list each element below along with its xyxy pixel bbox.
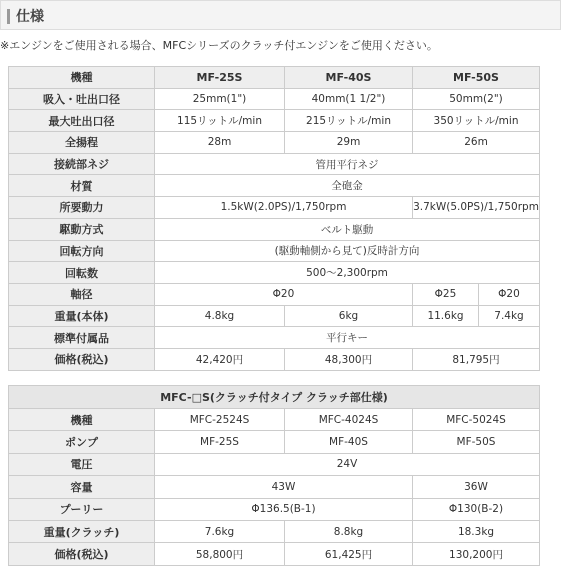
value-cell: 350リットル/min <box>413 110 540 132</box>
value-cell: 平行キー <box>155 327 540 349</box>
row-header: 機種 <box>9 67 155 89</box>
value-cell: 18.3kg <box>413 520 540 542</box>
table-row <box>9 431 540 453</box>
value-cell: 500～2,300rpm <box>155 262 540 284</box>
value-cell: 43W <box>155 476 413 498</box>
row-header: 最大吐出口径 <box>9 110 155 132</box>
value-cell: 115リットル/min <box>155 110 285 132</box>
row-header: プーリー <box>9 498 155 520</box>
value-cell: 7.4kg <box>479 305 540 327</box>
value-cell: 40mm(1 1/2") <box>285 88 413 110</box>
row-header: 全揚程 <box>9 132 155 154</box>
table-row <box>9 327 540 349</box>
value-cell: 25mm(1") <box>155 88 285 110</box>
table-row <box>9 409 540 431</box>
value-cell: Φ130(B-2) <box>413 498 540 520</box>
value-cell: MF-25S <box>155 431 285 453</box>
value-cell: 4.8kg <box>155 305 285 327</box>
value-cell: 24V <box>155 453 540 475</box>
row-header: 価格(税込) <box>9 348 155 370</box>
value-cell: 215リットル/min <box>285 110 413 132</box>
table-row <box>9 520 540 542</box>
value-cell: Φ20 <box>155 283 413 305</box>
table-row <box>9 132 540 154</box>
table-row <box>9 543 540 565</box>
row-header: 材質 <box>9 175 155 197</box>
row-header: 重量(クラッチ) <box>9 520 155 542</box>
value-cell: 28m <box>155 132 285 154</box>
value-cell: Φ20 <box>479 283 540 305</box>
model-cell: MF-50S <box>413 67 540 89</box>
section-title: 仕様 <box>16 9 44 25</box>
value-cell: 130,200円 <box>413 543 540 565</box>
table-row <box>9 476 540 498</box>
row-header: 電圧 <box>9 453 155 475</box>
value-cell: 26m <box>413 132 540 154</box>
row-header: 接続部ネジ <box>9 153 155 175</box>
value-cell: 58,800円 <box>155 543 285 565</box>
value-cell: MF-40S <box>285 431 413 453</box>
value-cell: 11.6kg <box>413 305 479 327</box>
value-cell: ベルト駆動 <box>155 218 540 240</box>
row-header: 軸径 <box>9 283 155 305</box>
value-cell: 48,300円 <box>285 348 413 370</box>
table-row <box>9 110 540 132</box>
table-row <box>9 262 540 284</box>
value-cell: 50mm(2") <box>413 88 540 110</box>
value-cell: 6kg <box>285 305 413 327</box>
spec-table <box>8 66 540 371</box>
row-header: 吸入・吐出口径 <box>9 88 155 110</box>
row-header: ポンプ <box>9 431 155 453</box>
table-row <box>9 348 540 370</box>
model-cell: MF-25S <box>155 67 285 89</box>
row-header: 容量 <box>9 476 155 498</box>
value-cell: 36W <box>413 476 540 498</box>
value-cell: 3.7kW(5.0PS)/1,750rpm <box>413 197 540 219</box>
clutch-spec-table <box>8 385 540 566</box>
value-cell: MFC-5024S <box>413 409 540 431</box>
value-cell: MFC-4024S <box>285 409 413 431</box>
value-cell: 7.6kg <box>155 520 285 542</box>
table-row <box>9 453 540 475</box>
table-row <box>9 283 540 305</box>
value-cell: Φ25 <box>413 283 479 305</box>
value-cell: 1.5kW(2.0PS)/1,750rpm <box>155 197 413 219</box>
row-header: 機種 <box>9 409 155 431</box>
clutch-table-caption: MFC-□S(クラッチ付タイプ クラッチ部仕様) <box>9 386 540 409</box>
row-header: 標準付属品 <box>9 327 155 349</box>
row-header: 価格(税込) <box>9 543 155 565</box>
table-row <box>9 218 540 240</box>
table-row <box>9 305 540 327</box>
value-cell: 管用平行ネジ <box>155 153 540 175</box>
usage-note: ※エンジンをご使用される場合、MFCシリーズのクラッチ付エンジンをご使用ください。 <box>0 39 438 52</box>
header-accent-bar <box>7 9 10 24</box>
table-row <box>9 498 540 520</box>
value-cell: 8.8kg <box>285 520 413 542</box>
section-header <box>0 0 561 30</box>
value-cell: MFC-2524S <box>155 409 285 431</box>
value-cell: Φ136.5(B-1) <box>155 498 413 520</box>
table-row <box>9 386 540 409</box>
table-row <box>9 197 540 219</box>
row-header: 回転数 <box>9 262 155 284</box>
table-row <box>9 175 540 197</box>
value-cell: 61,425円 <box>285 543 413 565</box>
value-cell: (駆動軸側から見て)反時計方向 <box>155 240 540 262</box>
value-cell: 全砲金 <box>155 175 540 197</box>
model-cell: MF-40S <box>285 67 413 89</box>
value-cell: 81,795円 <box>413 348 540 370</box>
table-row <box>9 88 540 110</box>
row-header: 所要動力 <box>9 197 155 219</box>
table-row <box>9 240 540 262</box>
value-cell: 29m <box>285 132 413 154</box>
table-row <box>9 67 540 89</box>
row-header: 駆動方式 <box>9 218 155 240</box>
row-header: 回転方向 <box>9 240 155 262</box>
table-row <box>9 153 540 175</box>
value-cell: MF-50S <box>413 431 540 453</box>
value-cell: 42,420円 <box>155 348 285 370</box>
row-header: 重量(本体) <box>9 305 155 327</box>
